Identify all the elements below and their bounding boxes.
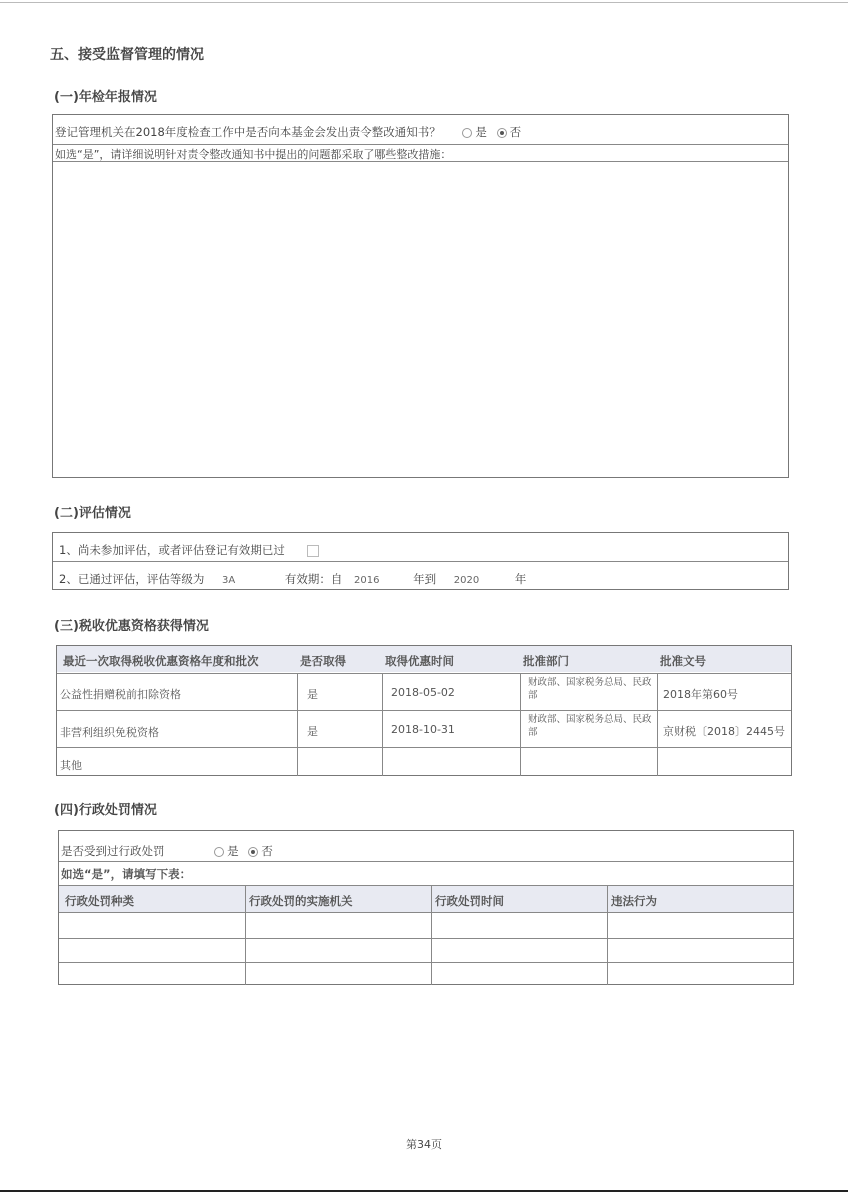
divider	[297, 673, 298, 776]
tax-cell: 财政部、国家税务总局、民政部	[528, 714, 652, 738]
divider	[520, 673, 521, 776]
annual-no-label: 否	[509, 125, 522, 139]
evaluation-to-year: 2020	[453, 575, 480, 586]
divider	[59, 861, 793, 862]
tax-col-header: 是否取得	[300, 654, 346, 668]
divider	[57, 710, 791, 711]
annual-question: 登记管理机关在2018年度检查工作中是否向本基金会发出责令整改通知书？	[55, 125, 441, 139]
evaluation-row1-text: 1、尚未参加评估，或者评估登记有效期已过	[59, 543, 285, 557]
tax-col-header: 最近一次取得税收优惠资格年度和批次	[63, 654, 259, 668]
penalty-no-label: 否	[261, 844, 273, 858]
annual-detail-label: 如选“是”，请详细说明针对责令整改通知书中提出的问题都采取了哪些整改措施：	[55, 148, 452, 161]
page-number: 第34页	[406, 1138, 442, 1151]
tax-cell: 是	[307, 688, 318, 701]
penalty-col-header: 违法行为	[611, 894, 657, 908]
evaluation-row2-prefix: 2、已通过评估，评估等级为	[59, 572, 205, 586]
evaluation-grade: 3A	[221, 575, 236, 586]
divider	[245, 886, 246, 985]
evaluation-row1-checkbox[interactable]	[307, 545, 319, 557]
penalty-table-header	[59, 886, 793, 912]
bottom-rule	[0, 1190, 848, 1192]
penalty-yes-radio[interactable]	[214, 847, 224, 857]
evaluation-heading: (二)评估情况	[54, 506, 131, 521]
evaluation-row1	[59, 542, 319, 558]
penalty-col-header: 行政处罚种类	[65, 894, 134, 908]
tax-cell: 2018-05-02	[391, 686, 455, 699]
tax-cell: 2018-10-31	[391, 723, 455, 736]
section-title: 五、接受监督管理的情况	[50, 47, 204, 63]
divider	[53, 561, 788, 562]
annual-detail-textarea[interactable]	[57, 165, 784, 473]
penalty-question-row	[61, 843, 273, 859]
penalty-col-header: 行政处罚时间	[435, 894, 504, 908]
tax-cell: 2018年第60号	[663, 688, 738, 701]
evaluation-row2	[59, 571, 526, 587]
penalty-fill-label: 如选“是”，请填写下表：	[61, 867, 192, 881]
annual-heading: (一)年检年报情况	[54, 90, 157, 105]
divider	[59, 912, 793, 913]
evaluation-year-suffix: 年	[514, 572, 527, 586]
annual-yes-radio[interactable]	[462, 128, 472, 138]
annual-yes-label: 是	[475, 125, 487, 139]
divider	[57, 747, 791, 748]
evaluation-from-year: 2016	[354, 575, 380, 586]
tax-col-header: 批准文号	[660, 654, 706, 668]
tax-cell: 非营利组织免税资格	[60, 726, 159, 739]
penalty-table	[58, 830, 794, 985]
evaluation-valid-from-label: 有效期：自	[284, 572, 343, 586]
tax-col-header: 批准部门	[523, 654, 569, 668]
annual-table	[52, 114, 789, 478]
annual-question-row	[55, 124, 521, 140]
evaluation-to-label: 年到	[413, 572, 437, 586]
divider	[657, 673, 658, 776]
tax-cell: 是	[307, 725, 318, 738]
divider	[382, 673, 383, 776]
penalty-yes-label: 是	[227, 844, 239, 858]
tax-heading: (三)税收优惠资格获得情况	[54, 619, 209, 634]
penalty-heading: (四)行政处罚情况	[54, 803, 157, 818]
tax-table	[56, 645, 792, 776]
tax-cell: 财政部、国家税务总局、民政部	[528, 677, 652, 701]
penalty-question: 是否受到过行政处罚	[61, 844, 165, 858]
tax-cell: 公益性捐赠税前扣除资格	[60, 688, 181, 701]
penalty-col-header: 行政处罚的实施机关	[249, 894, 353, 908]
evaluation-table	[52, 532, 789, 590]
tax-cell: 京财税〔2018〕2445号	[663, 725, 785, 738]
divider	[431, 886, 432, 985]
tax-col-header: 取得优惠时间	[385, 654, 454, 668]
divider	[59, 962, 793, 963]
annual-no-radio[interactable]	[497, 128, 507, 138]
divider	[53, 144, 788, 145]
tax-cell: 其他	[60, 759, 82, 772]
divider	[59, 938, 793, 939]
penalty-no-radio[interactable]	[248, 847, 258, 857]
top-rule	[0, 2, 848, 3]
divider	[57, 673, 791, 674]
divider	[607, 886, 608, 985]
